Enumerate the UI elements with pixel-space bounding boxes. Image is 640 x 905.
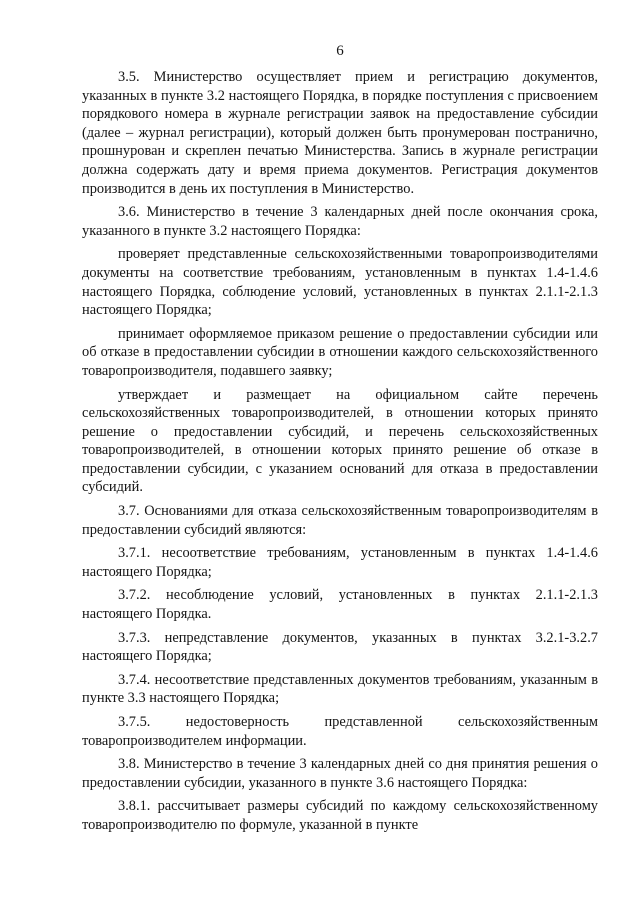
paragraph-3-8-1: 3.8.1. рассчитывает размеры субсидий по каждому сельскохозяйственному товаропроизводителю по формуле, указанной в пункте [82, 798, 598, 833]
paragraph-3-7-1: 3.7.1. несоответствие требованиям, установленным в пунктах 1.4-1.4.6 настоящего Порядка; [82, 545, 598, 580]
paragraph-3-7: 3.7. Основаниями для отказа сельскохозяйственным товаропроизводителям в предоставлении субсидий являются: [82, 503, 598, 538]
paragraph-3-6-check: проверяет представленные сельскохозяйственными товаропроизводителями документы на соответствие требованиям, установленным в пунктах 1.4-1.4.6 настоящего Порядка, соблюдение условий, установленных в пунктах 2.1.1-2.1.3 настоящего Порядка; [82, 246, 598, 319]
paragraph-3-6: 3.6. Министерство в течение 3 календарных дней после окончания срока, указанного в пункте 3.2 настоящего Порядка: [82, 204, 598, 239]
page-number: 6 [336, 43, 344, 59]
paragraph-3-7-4: 3.7.4. несоответствие представленных документов требованиям, указанным в пункте 3.3 настоящего Порядка; [82, 671, 598, 707]
paragraph-3-7-3: 3.7.3. непредставление документов, указанных в пунктах 3.2.1-3.2.7 настоящего Порядка; [82, 629, 598, 665]
paragraph-3-6-decide: принимает оформляемое приказом решение о предоставлении субсидии или об отказе в предоставлении субсидии в отношении каждого сельскохозяйственного товаропроизводителя, подавшего заявку; [82, 325, 598, 379]
paragraph-3-7-2: 3.7.2. несоблюдение условий, установленных в пунктах 2.1.1-2.1.3 настоящего Порядка. [82, 587, 598, 623]
paragraph-3-6-publish: утверждает и размещает на официальном сайте перечень сельскохозяйственных товаропроизводителей, в отношении которых принято решение о предоставлении субсидий, и перечень сельскохозяйственных товаропроизводителей, в отношении которых принято решение об отказе в предоставлении субсидии, с указанием оснований для отказа в предоставлении субсидий. [82, 386, 598, 496]
paragraph-3-7-5: 3.7.5. недостоверность представленной сельскохозяйственным товаропроизводителем информации. [82, 714, 598, 749]
paragraph-3-5: 3.5. Министерство осуществляет прием и регистрацию документов, указанных в пункте 3.2 настоящего Порядка, в порядке поступления с присвоением порядкового номера в журнале регистрации заявок на предоставление субсидии (далее – журнал регистрации), который должен быть пронумерован постранично, прошнурован и скреплен печатью Министерства. Запись в журнале регистрации должна содержать дату и время приема документов. Регистрация документов производится в день их поступления в Министерство. [82, 69, 598, 197]
paragraph-3-8: 3.8. Министерство в течение 3 календарных дней со дня принятия решения о предоставлении субсидии, указанного в пункте 3.6 настоящего Порядка: [82, 756, 598, 791]
